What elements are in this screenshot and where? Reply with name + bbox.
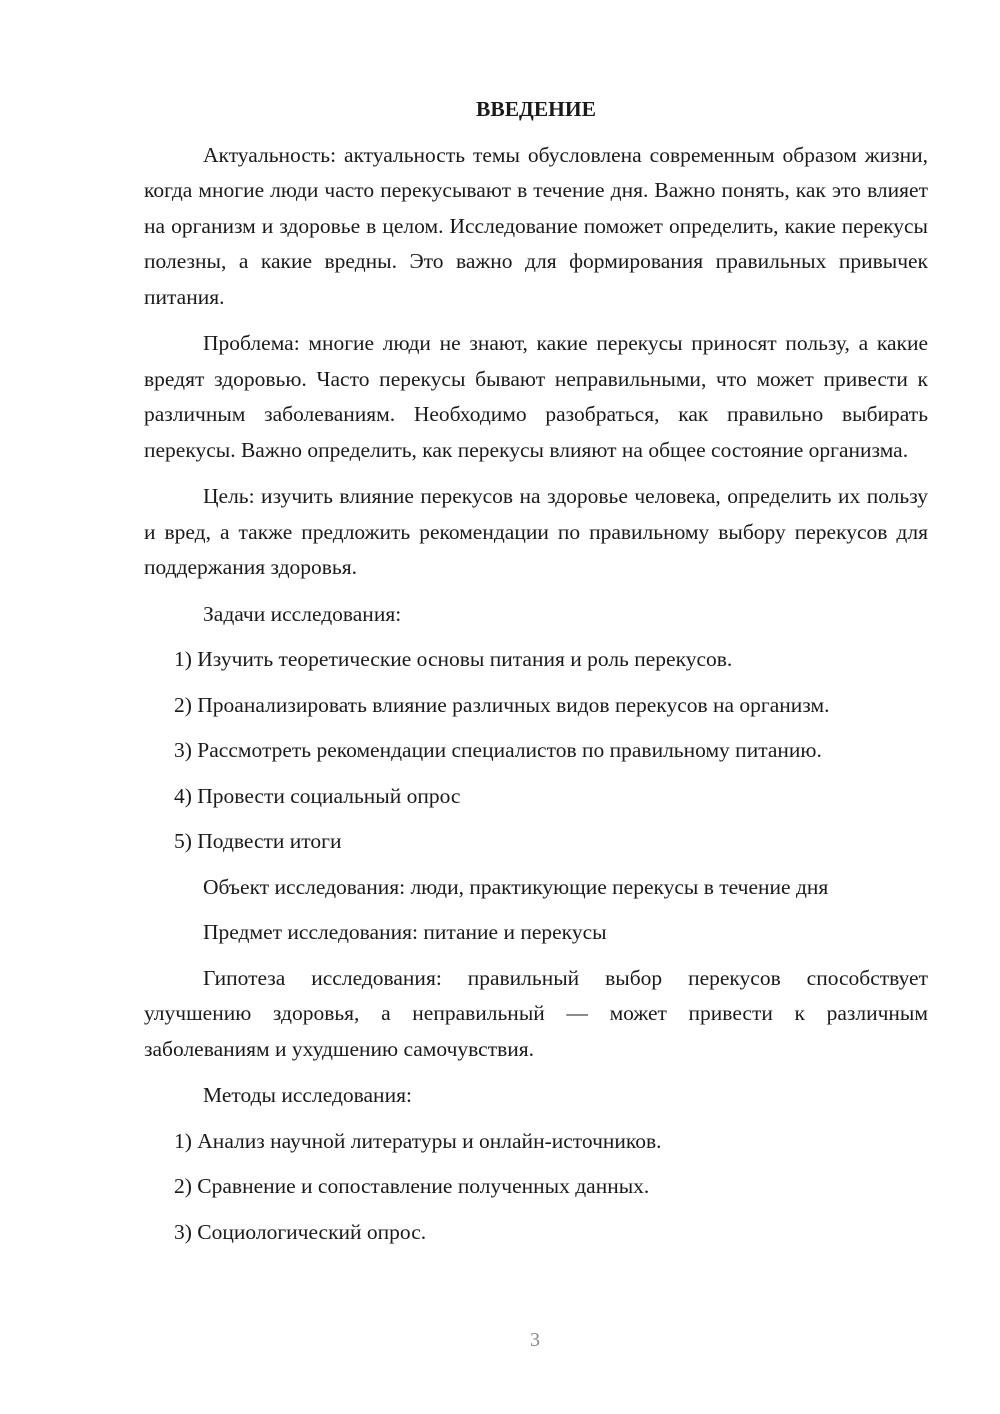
methods-heading: Методы исследования: xyxy=(203,1083,412,1107)
task-item-4: 4) Провести социальный опрос xyxy=(174,783,461,808)
goal-paragraph: Цель: изучить влияние перекусов на здоровье человека, определить их пользу и вред, а также предложить рекомендации по правильному выбору перекусов для поддержания здоровья. xyxy=(144,484,928,579)
relevance-paragraph: Актуальность: актуальность темы обусловлена современным образом жизни, когда многие люди часто перекусывают в течение дня. Важно понять, как это влияет на организм и здоровье в целом. Исследование поможет определить, какие перекусы полезны, а какие вредны. Это важно для формирования правильных привычек питания. xyxy=(144,142,928,309)
method-item-2: 2) Сравнение и сопоставление полученных данных. xyxy=(174,1174,650,1198)
subject-paragraph: Предмет исследования: питание и перекусы xyxy=(203,920,607,944)
section-title: ВВЕДЕНИЕ xyxy=(476,97,596,121)
method-item-1: 1) Анализ научной литературы и онлайн-источников. xyxy=(174,1128,662,1153)
hypothesis-paragraph: Гипотеза исследования: правильный выбор перекусов способствует улучшению здоровья, а неправильный — может привести к различным заболеваниям и ухудшению самочувствия. xyxy=(144,965,928,1061)
document-page xyxy=(144,92,928,1260)
tasks-heading: Задачи исследования: xyxy=(203,601,402,626)
task-item-2: 2) Проанализировать влияние различных видов перекусов на организм. xyxy=(174,692,830,717)
task-item-1: 1) Изучить теоретические основы питания и роль перекусов. xyxy=(174,647,733,671)
object-paragraph: Объект исследования: люди, практикующие перекусы в течение дня xyxy=(203,874,829,899)
task-item-5: 5) Подвести итоги xyxy=(174,829,342,853)
task-item-3: 3) Рассмотреть рекомендации специалистов по правильному питанию. xyxy=(174,738,822,762)
problem-paragraph: Проблема: многие люди не знают, какие перекусы приносят пользу, а какие вредят здоровью. Часто перекусы бывают неправильными, что может привести к различным заболеваниям. Необходимо разобраться, как правильно выбирать перекусы. Важно определить, как перекусы влияют на общее состояние организма. xyxy=(144,331,928,462)
page-number: 3 xyxy=(530,1329,540,1351)
method-item-3: 3) Социологический опрос. xyxy=(174,1219,427,1244)
